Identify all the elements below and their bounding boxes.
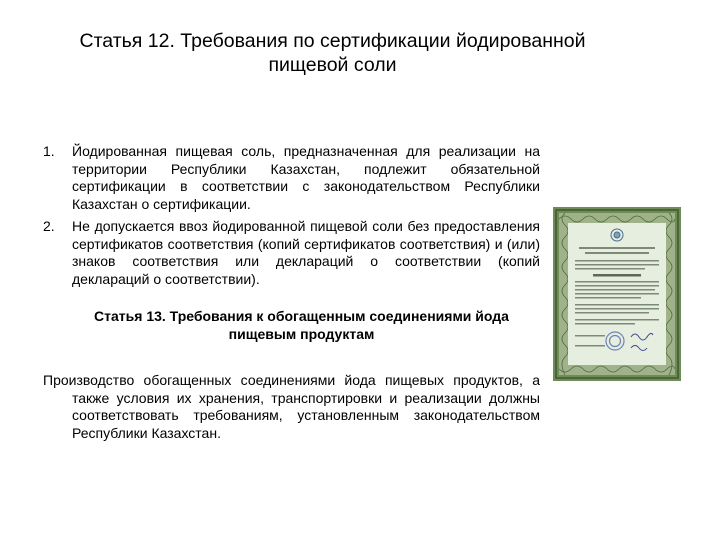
list-item-text: Йодированная пищевая соль, предназначенная для реализации на территории Республики Казахстан, подлежит обязательной сертификации в соответствии с законодательством Республики Казахстан о сертификации. (72, 143, 540, 212)
list-item-number: 2. (43, 218, 55, 234)
list-item-text: Не допускается ввоз йодированной пищевой соли без предоставления сертификатов соответствия (копий сертификатов соответствия) и (или) знаков соответствия или деклараций о соответствии (копий деклараций о соответствии). (72, 218, 540, 287)
list-item (43, 143, 540, 213)
article-13-heading: Статья 13. Требования к обогащенным соединениями йода пищевым продуктам (94, 308, 509, 342)
slide-title: Статья 12. Требования по сертификации йодированной пищевой соли (79, 30, 586, 76)
requirements-list (43, 143, 540, 288)
certificate-image (553, 207, 681, 381)
article-13-paragraph: Производство обогащенных соединениями йода пищевых продуктов, а также условия их хранения, транспортировки и реализации должны соответствовать требованиям, установленным законодательством Республики Казахстан. (43, 372, 540, 441)
list-item (43, 218, 540, 288)
list-item-number: 1. (43, 143, 55, 159)
content-body (43, 143, 540, 442)
